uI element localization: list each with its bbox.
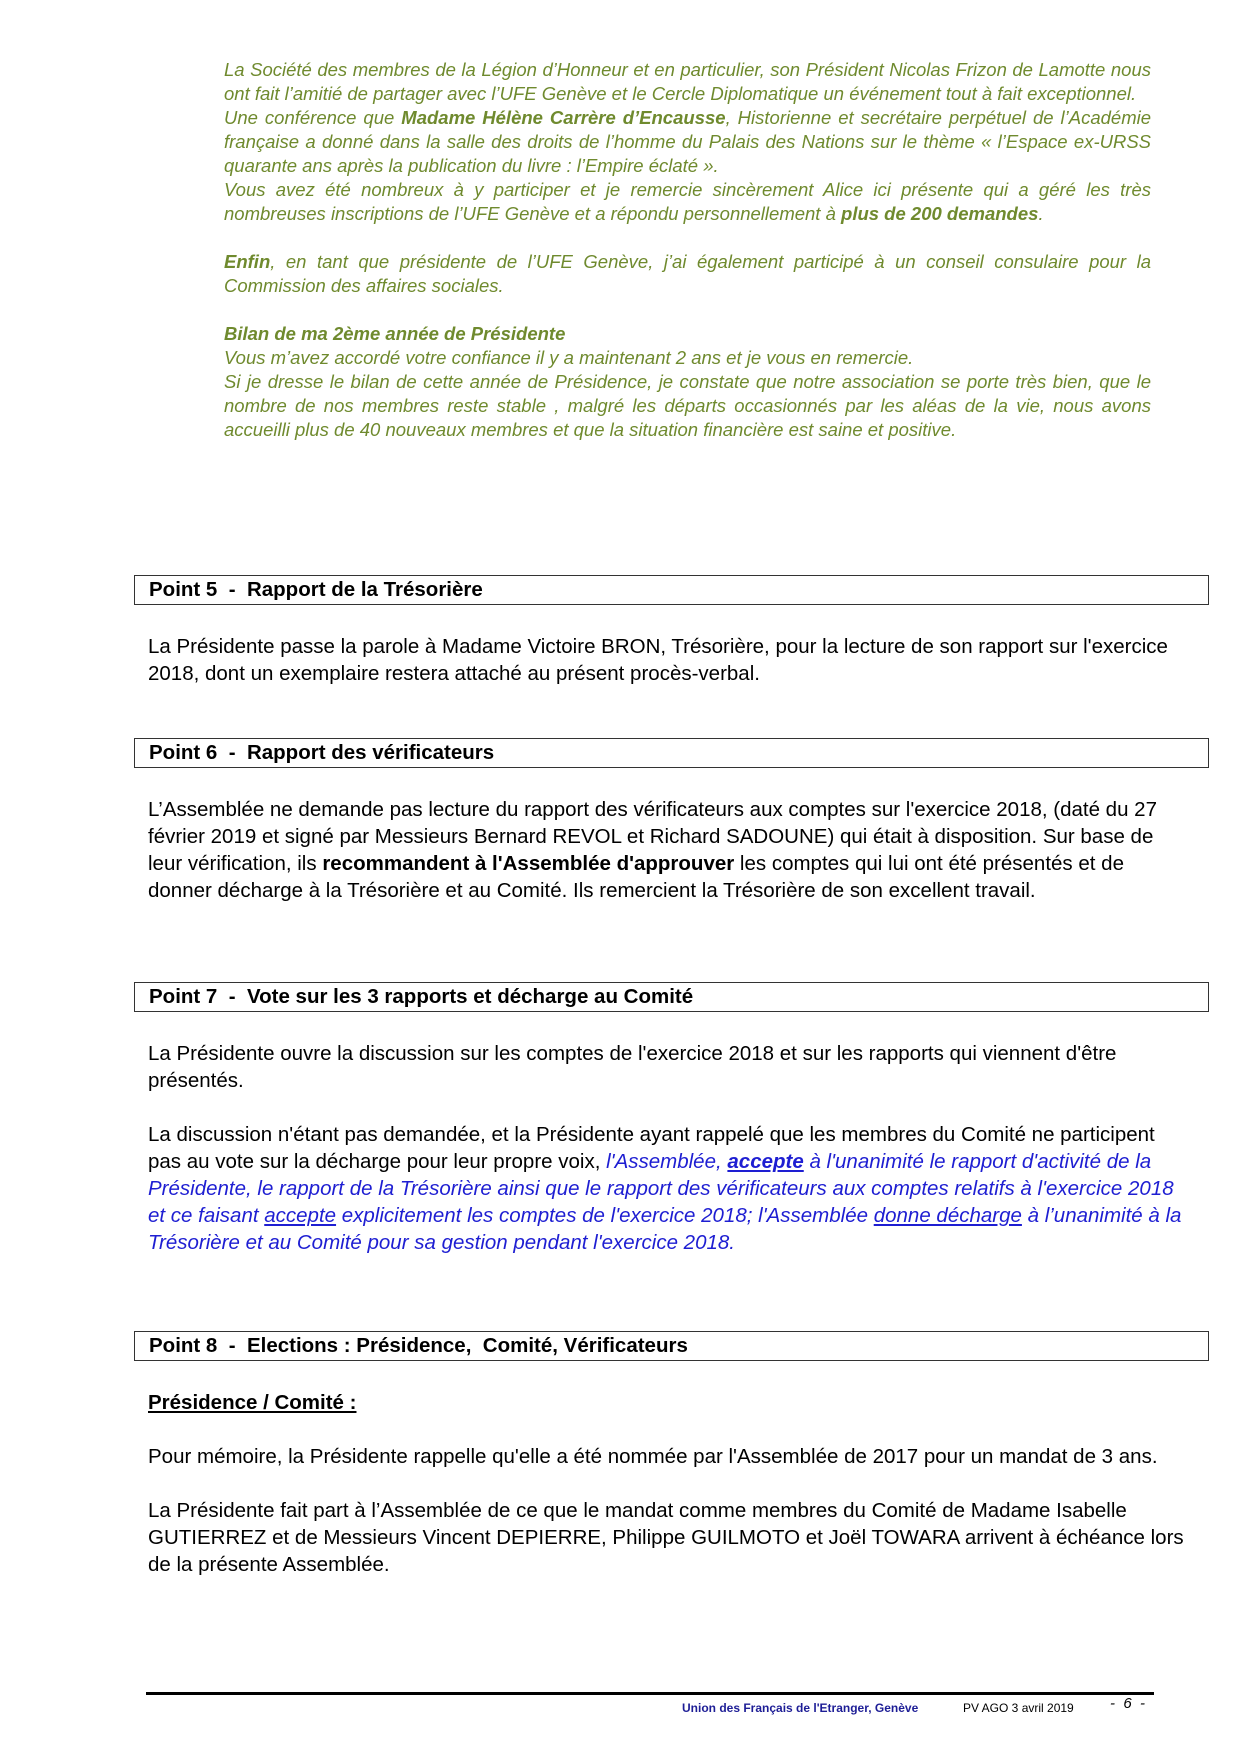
point5-body: La Présidente passe la parole à Madame Victoire BRON, Trésorière, pour la lecture de son rapport sur l'exercice 2018, dont un exemplaire restera attaché au présent procès-verbal.: [148, 635, 1168, 685]
accepte-emphasis: accepte: [727, 1150, 804, 1173]
speaker-name: Madame Hélène Carrère d’Encausse: [401, 107, 726, 128]
intro-block: [224, 58, 1151, 442]
demand-count: plus de 200 demandes: [841, 203, 1039, 224]
bilan-paragraph: Si je dresse le bilan de cette année de Présidence, je constate que notre association se porte très bien, que le nombre de nos membres reste stable , malgré les départs occasionnés par les aléas de la vie, nous avons accueilli plus de 40 nouveaux membres et que la situation financière est saine et positive.: [224, 371, 1151, 440]
intro-paragraph: Vous avez été nombreux à y participer et je remercie sincèrement Alice ici présente qui a géré les très nombreuses inscriptions de l’UFE Genève et a répondu personnellement à plus de 200 demandes.: [224, 179, 1151, 224]
intro-paragraph: La Société des membres de la Légion d’Honneur et en particulier, son Président Nicolas Frizon de Lamotte nous ont fait l’amitié de partager avec l’UFE Genève et le Cercle Diplomatique un événement tout à fait exceptionnel.: [224, 59, 1151, 104]
section-header-point6: Point 6 - Rapport des vérificateurs: [134, 738, 1209, 768]
intro-paragraph: Une conférence que Madame Hélène Carrère d’Encausse, Historienne et secrétaire perpétuel de l’Académie française a donné dans la salle des droits de l’homme du Palais des Nations sur le thème « l’Espace ex-URSS quarante ans après la publication du livre : l’Empire éclaté ».: [224, 107, 1152, 176]
bilan-paragraph: Vous m’avez accordé votre confiance il y a maintenant 2 ans et je vous en remercie.: [224, 347, 914, 368]
subheading: Présidence / Comité :: [148, 1391, 357, 1414]
section-header-point8: Point 8 - Elections : Présidence, Comité, Vérificateurs: [134, 1331, 1209, 1361]
section-header-point5: Point 5 - Rapport de la Trésorière: [134, 575, 1209, 605]
footer-document-ref: PV AGO 3 avril 2019: [963, 1701, 1074, 1715]
recommendation: recommandent à l'Assemblée d'approuver: [322, 852, 735, 875]
section-header-point7: Point 7 - Vote sur les 3 rapports et décharge au Comité: [134, 982, 1209, 1012]
footer-organization: Union des Français de l'Etranger, Genève: [682, 1701, 919, 1715]
intro-paragraph: Enfin, en tant que présidente de l’UFE Genève, j’ai également participé à un conseil consulaire pour la Commission des affaires sociales.: [224, 251, 1151, 296]
point7-body: La Présidente ouvre la discussion sur les comptes de l'exercice 2018 et sur les rapports qui viennent d'être présentés. La discussion n'étant pas demandée, et la Présidente ayant rappelé que les membres du Comité ne participent pas au vote sur la décharge pour leur propre voix, l'Assemblée, accepte à l'unanimité le rapport d'activité de la Présidente, le rapport de la Trésorière ainsi que le rapport des vérificateurs aux comptes relatifs à l'exercice 2018 et ce faisant accepte explicitement les comptes de l'exercice 2018; l'Assemblée donne décharge à l’unanimité à la Trésorière et au Comité pour sa gestion pendant l'exercice 2018.: [148, 1042, 1182, 1254]
point6-body: L’Assemblée ne demande pas lecture du rapport des vérificateurs aux comptes sur l'exercice 2018, (daté du 27 février 2019 et signé par Messieurs Bernard REVOL et Richard SADOUNE) qui était à disposition. Sur base de leur vérification, ils recommandent à l'Assemblée d'approuver les comptes qui lui ont été présentés et de donner décharge à la Trésorière et au Comité. Ils remercient la Trésorière de son excellent travail.: [148, 798, 1157, 902]
footer-rule: [146, 1692, 1154, 1695]
page-number: - 6 -: [1110, 1695, 1146, 1712]
point8-body: Présidence / Comité : Pour mémoire, la Présidente rappelle qu'elle a été nommée par l'Assemblée de 2017 pour un mandat de 3 ans. La Présidente fait part à l’Assemblée de ce que le mandat comme membres du Comité de Madame Isabelle GUTIERREZ et de Messieurs Vincent DEPIERRE, Philippe GUILMOTO et Joël TOWARA arrivent à échéance lors de la présente Assemblée.: [148, 1389, 1193, 1578]
bilan-title: Bilan de ma 2ème année de Présidente: [224, 323, 566, 344]
